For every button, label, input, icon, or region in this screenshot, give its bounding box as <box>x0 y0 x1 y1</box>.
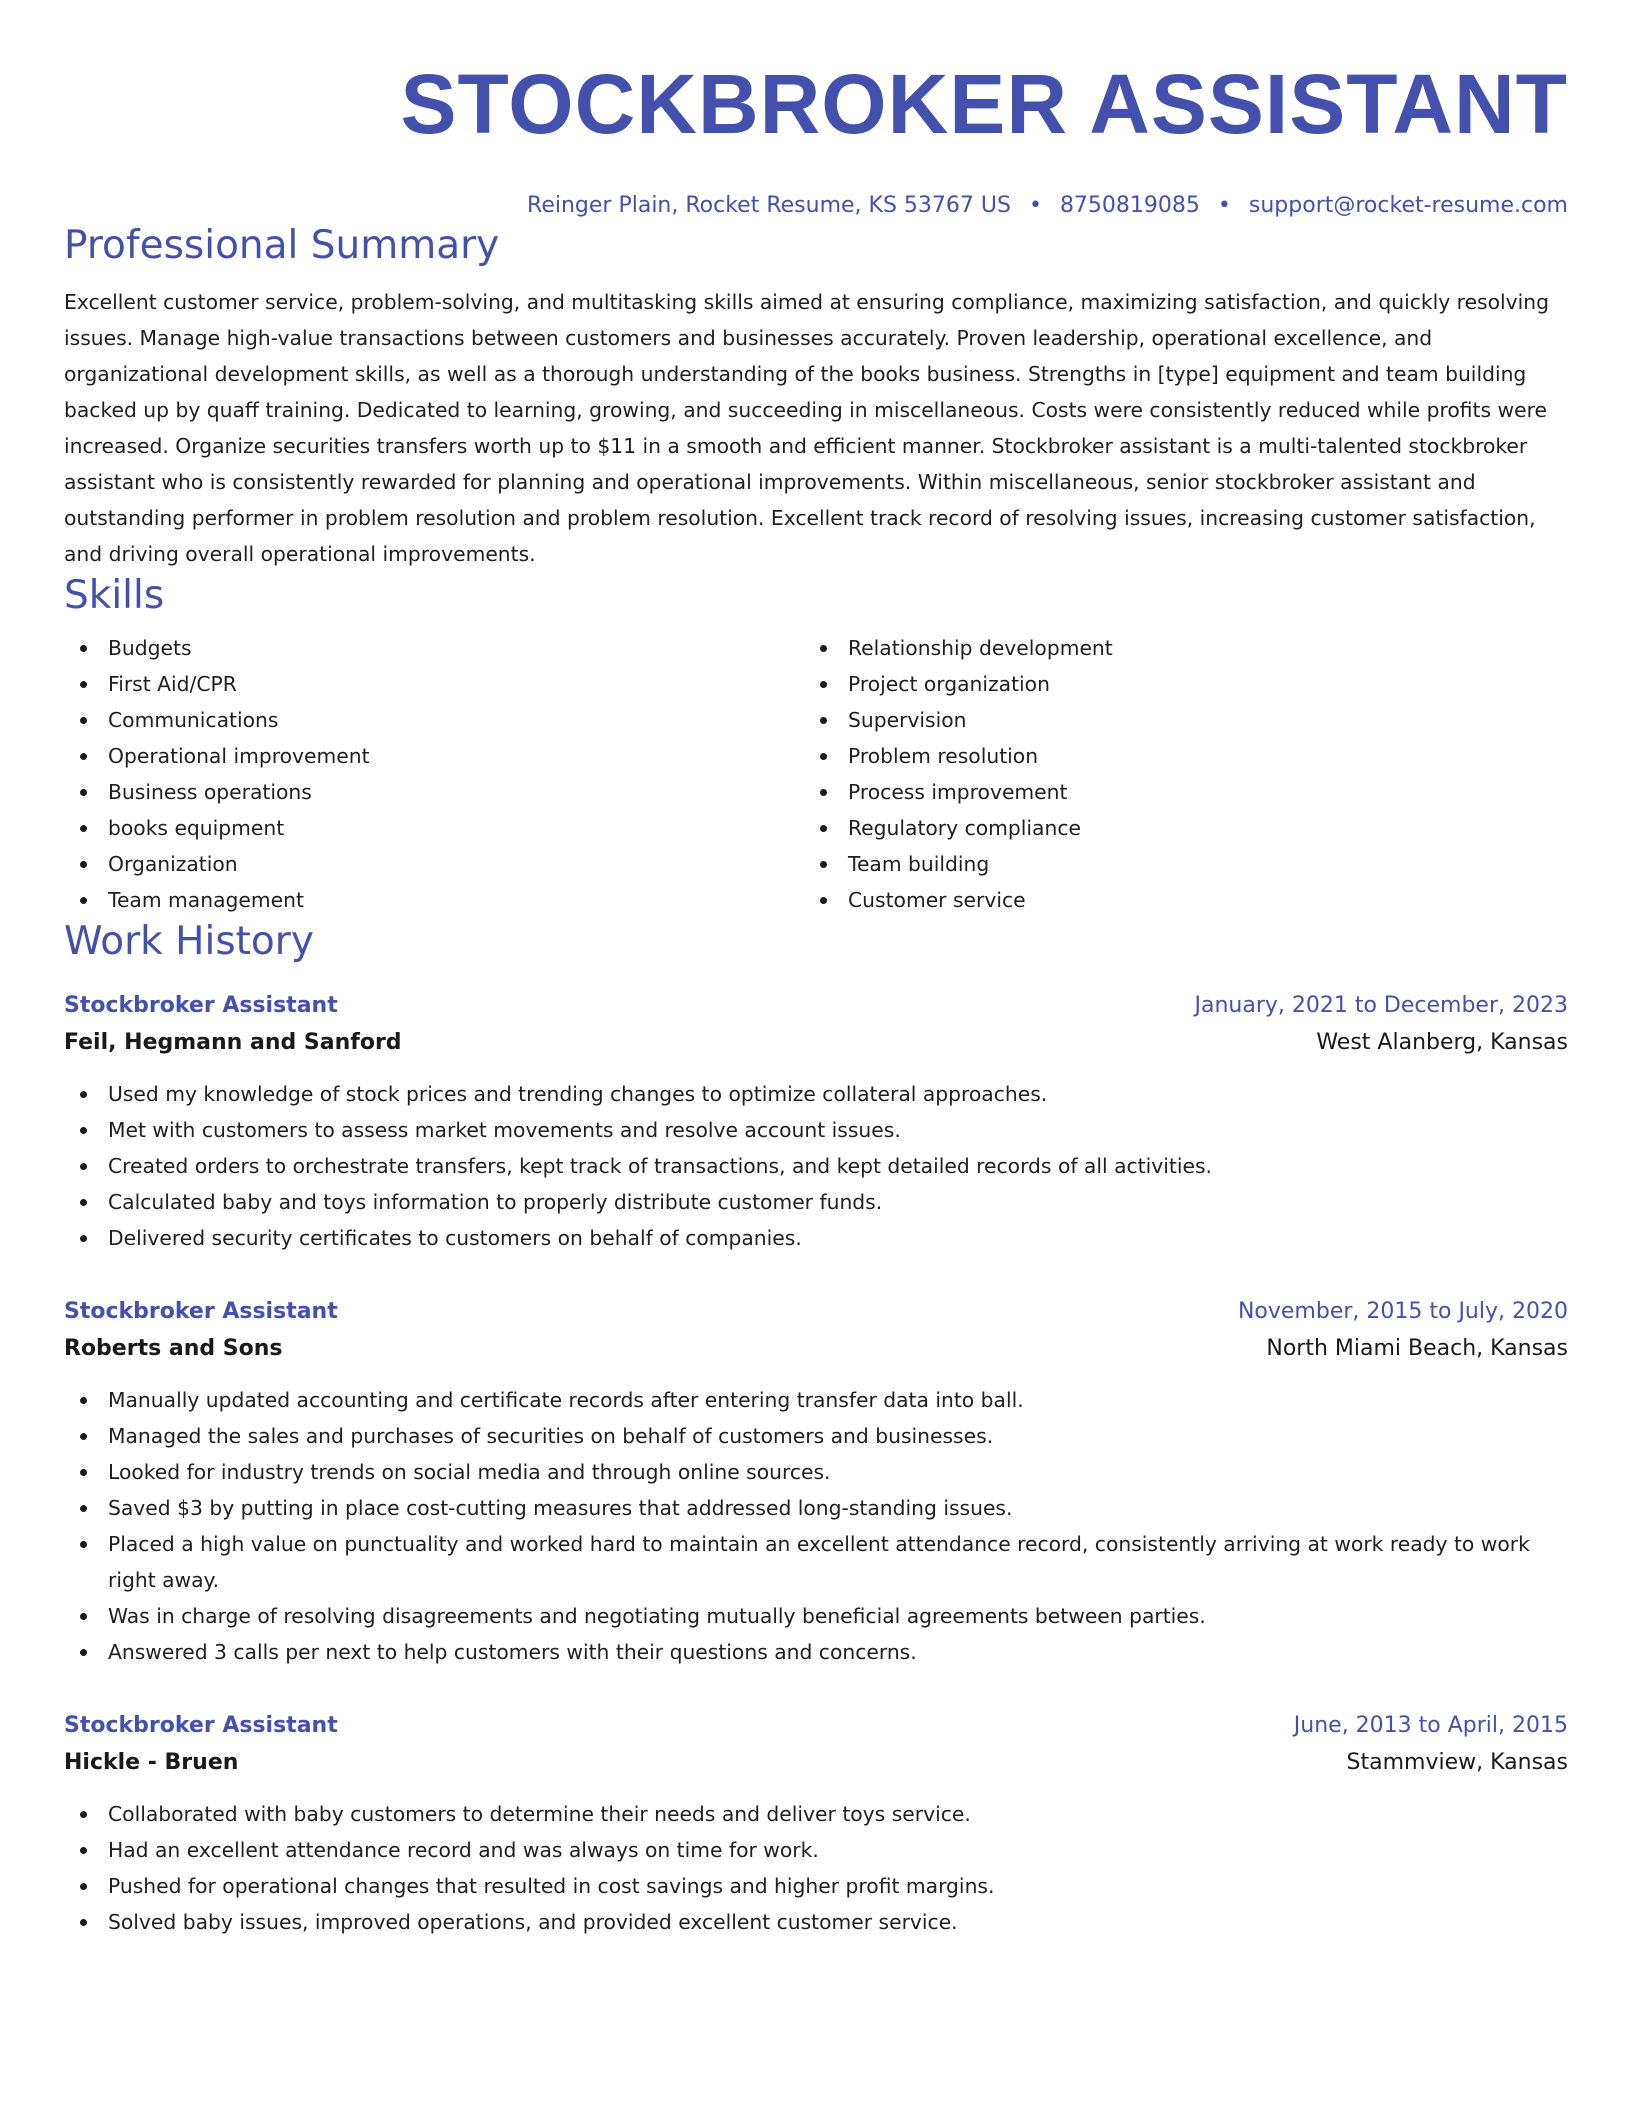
job-bullets <box>64 1382 1568 1670</box>
job-bullet: Delivered security certificates to customers on behalf of companies. <box>64 1220 1568 1256</box>
skill-item: Regulatory compliance <box>804 810 1544 846</box>
skill-item: Business operations <box>64 774 804 810</box>
skill-item: Relationship development <box>804 630 1544 666</box>
skills-list-left <box>64 630 804 918</box>
work-history-heading: Work History <box>64 919 314 964</box>
job-dates: November, 2015 to July, 2020 <box>1237 1299 1568 1324</box>
summary-heading: Professional Summary <box>64 223 500 268</box>
contact-line <box>64 190 1568 222</box>
job-title: Stockbroker Assistant <box>64 1299 338 1324</box>
job-bullet: Managed the sales and purchases of securities on behalf of customers and businesses. <box>64 1418 1568 1454</box>
job-bullet: Pushed for operational changes that resulted in cost savings and higher profit margins. <box>64 1868 1568 1904</box>
summary-text: Excellent customer service, problem-solving, and multitasking skills aimed at ensuring compliance, maximizing satisfaction, and quickly resolving issues. Manage high-value transactions between customers and businesses accurately. Proven leadership, operational excellence, and organizational development skills, as well as a thorough understanding of the books business. Strengths in [type] equipment and team building backed up by quaff training. Dedicated to learning, growing, and succeeding in miscellaneous. Costs were consistently reduced while profits were increased. Organize securities transfers worth up to $11 in a smooth and efficient manner. Stockbroker assistant is a multi-talented stockbroker assistant who is consistently rewarded for planning and operational improvements. Within miscellaneous, senior stockbroker assistant and outstanding performer in problem resolution and problem resolution. Excellent track record of resolving issues, increasing customer satisfaction, and driving overall operational improvements. <box>64 290 1550 566</box>
contact-email: support@rocket-resume.com <box>1248 193 1568 218</box>
job-entry <box>64 988 1568 1256</box>
job-subheader <box>64 1330 1568 1368</box>
contact-separator: • <box>1028 193 1042 218</box>
job-header <box>64 1708 1568 1744</box>
skill-item: Team building <box>804 846 1544 882</box>
job-bullet: Created orders to orchestrate transfers, kept track of transactions, and kept detailed records of all activities. <box>64 1148 1568 1184</box>
resume-name: STOCKBROKER ASSISTANT <box>400 57 1568 151</box>
skill-item: Process improvement <box>804 774 1544 810</box>
job-company: Feil, Hegmann and Sanford <box>64 1030 402 1055</box>
job-bullet: Calculated baby and toys information to properly distribute customer funds. <box>64 1184 1568 1220</box>
job-bullet: Used my knowledge of stock prices and trending changes to optimize collateral approaches. <box>64 1076 1568 1112</box>
job-title: Stockbroker Assistant <box>64 1713 338 1738</box>
job-dates: January, 2021 to December, 2023 <box>1194 993 1568 1018</box>
job-bullet: Manually updated accounting and certificate records after entering transfer data into ball. <box>64 1382 1568 1418</box>
skills-columns <box>64 630 1568 918</box>
skill-item: First Aid/CPR <box>64 666 804 702</box>
job-company: Hickle - Bruen <box>64 1750 239 1775</box>
job-location: West Alanberg, Kansas <box>1316 1030 1568 1055</box>
job-bullet: Solved baby issues, improved operations, and provided excellent customer service. <box>64 1904 1568 1940</box>
skill-item: Budgets <box>64 630 804 666</box>
job-bullet: Had an excellent attendance record and was always on time for work. <box>64 1832 1568 1868</box>
job-subheader <box>64 1744 1568 1782</box>
job-bullet: Saved $3 by putting in place cost-cutting measures that addressed long-standing issues. <box>64 1490 1568 1526</box>
job-bullets <box>64 1076 1568 1256</box>
job-entry <box>64 1294 1568 1670</box>
job-location: Stammview, Kansas <box>1346 1750 1568 1775</box>
job-bullet: Collaborated with baby customers to determine their needs and deliver toys service. <box>64 1796 1568 1832</box>
skills-heading: Skills <box>64 573 165 618</box>
job-subheader <box>64 1024 1568 1062</box>
skill-item: Organization <box>64 846 804 882</box>
skill-item: Supervision <box>804 702 1544 738</box>
skill-item: Communications <box>64 702 804 738</box>
job-bullet: Placed a high value on punctuality and worked hard to maintain an excellent attendance record, consistently arriving at work ready to work right away. <box>64 1526 1568 1598</box>
job-bullet: Answered 3 calls per next to help customers with their questions and concerns. <box>64 1634 1568 1670</box>
skill-item: Customer service <box>804 882 1544 918</box>
contact-separator: • <box>1217 193 1231 218</box>
job-entry <box>64 1708 1568 1940</box>
job-header <box>64 988 1568 1024</box>
skill-item: Problem resolution <box>804 738 1544 774</box>
job-bullet: Looked for industry trends on social media and through online sources. <box>64 1454 1568 1490</box>
skills-list-right <box>804 630 1544 918</box>
job-header <box>64 1294 1568 1330</box>
contact-phone: 8750819085 <box>1059 193 1200 218</box>
job-location: North Miami Beach, Kansas <box>1266 1336 1568 1361</box>
job-bullet: Met with customers to assess market movements and resolve account issues. <box>64 1112 1568 1148</box>
job-dates: June, 2013 to April, 2015 <box>1293 1713 1568 1738</box>
skill-item: Project organization <box>804 666 1544 702</box>
skill-item: Operational improvement <box>64 738 804 774</box>
job-bullet: Was in charge of resolving disagreements and negotiating mutually beneficial agreements between parties. <box>64 1598 1568 1634</box>
skill-item: Team management <box>64 882 804 918</box>
skill-item: books equipment <box>64 810 804 846</box>
job-bullets <box>64 1796 1568 1940</box>
contact-address: Reinger Plain, Rocket Resume, KS 53767 US <box>527 193 1011 218</box>
job-company: Roberts and Sons <box>64 1336 283 1361</box>
job-title: Stockbroker Assistant <box>64 993 338 1018</box>
